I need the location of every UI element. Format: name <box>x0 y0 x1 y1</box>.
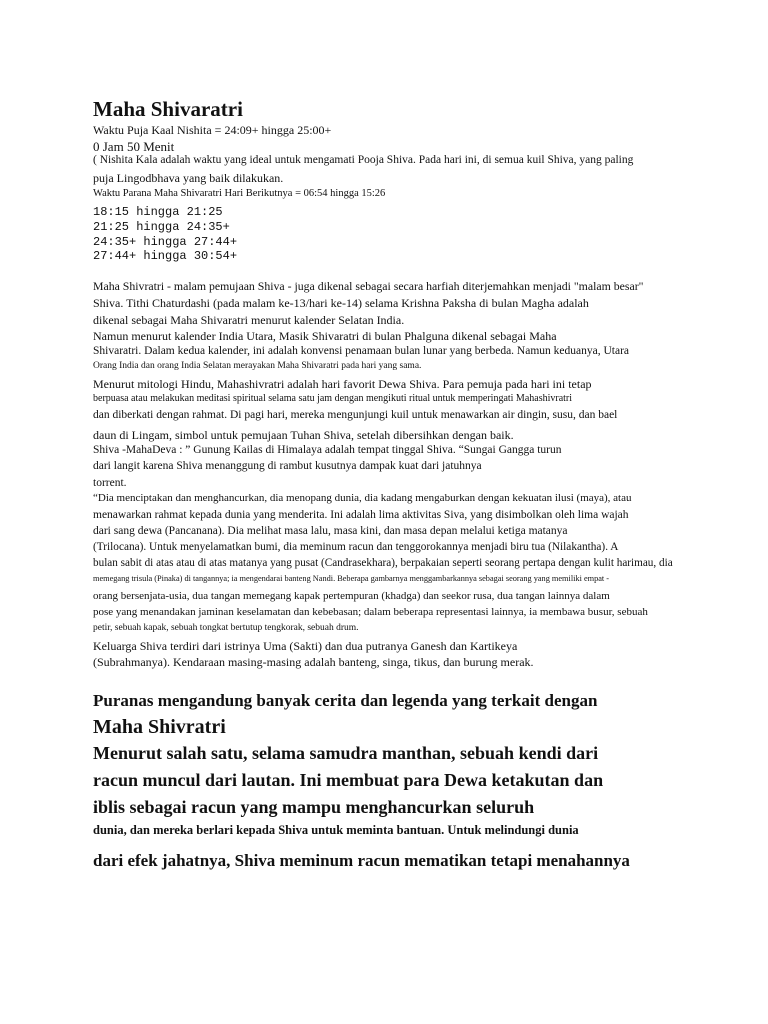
bold-line: dari efek jahatnya, Shiva meminum racun mematikan tetapi menahannya <box>93 851 630 870</box>
text-line: Waktu Puja Kaal Nishita = 24:09+ hingga 25:00+ <box>93 123 332 137</box>
text-line: pose yang menandakan jaminan keselamatan dan kebebasan; dalam beberapa representasi lainnya, ia membawa busur, sebuah <box>93 606 648 618</box>
time-slot-1: 18:15 hingga 21:25 <box>93 205 223 219</box>
text-line: dari sang dewa (Pancanana). Dia melihat masa lalu, masa kini, dan masa depan melalui ketiga matanya <box>93 525 568 537</box>
text-line: berpuasa atau melakukan meditasi spiritual selama satu jam dengan mengikuti ritual untuk memperingati Mahashivratri <box>93 393 573 404</box>
text-line: menawarkan rahmat kepada dunia yang menderita. Ini adalah lima aktivitas Siva, yang disimbolkan oleh lima wajah <box>93 509 629 521</box>
text-line: Keluarga Shiva terdiri dari istrinya Uma (Sakti) dan dua putranya Ganesh dan Kartikeya <box>93 639 518 653</box>
section-heading: Puranas mengandung banyak cerita dan legenda yang terkait dengan <box>93 691 598 710</box>
text-line: Shiva -MahaDeva : ” Gunung Kailas di Himalaya adalah tempat tinggal Shiva. “Sungai Gangga turun <box>93 444 562 456</box>
text-line: memegang trisula (Pinaka) di tangannya; ia mengendarai banteng Nandi. Beberapa gambarnya menggambarkannya sebagai seorang yang memiliki empat - <box>93 574 610 583</box>
text-line: Shiva. Tithi Chaturdashi (pada malam ke-13/hari ke-14) selama Krishna Paksha di bulan Magha adalah <box>93 296 589 310</box>
text-line: (Subrahmanya). Kendaraan masing-masing adalah banteng, singa, tikus, dan burung merak. <box>93 655 534 669</box>
time-slot-2: 21:25 hingga 24:35+ <box>93 220 230 234</box>
text-line: Menurut mitologi Hindu, Mahashivratri adalah hari favorit Dewa Shiva. Para pemuja pada hari ini tetap <box>93 377 592 391</box>
text-line: Shivaratri. Dalam kedua kalender, ini adalah konvensi penamaan bulan lunar yang berbeda. Namun keduanya, Utara <box>93 345 630 357</box>
text-line: puja Lingodbhava yang baik dilakukan. <box>93 171 284 185</box>
bold-line: iblis sebagai racun yang mampu menghancurkan seluruh <box>93 797 535 817</box>
page-title: Maha Shivaratri <box>93 97 243 121</box>
text-line: dikenal sebagai Maha Shivaratri menurut kalender Selatan India. <box>93 313 405 327</box>
bold-line: Menurut salah satu, selama samudra manthan, sebuah kendi dari <box>93 743 599 763</box>
text-line: daun di Lingam, simbol untuk pemujaan Tuhan Shiva, setelah dibersihkan dengan baik. <box>93 428 514 442</box>
text-line: dari langit karena Shiva menanggung di rambut kusutnya dampak kuat dari jatuhnya <box>93 460 482 472</box>
time-slot-3: 24:35+ hingga 27:44+ <box>93 235 238 249</box>
text-line: petir, sebuah kapak, sebuah tongkat bertutup tengkorak, sebuah drum. <box>93 623 359 633</box>
text-line: “Dia menciptakan dan menghancurkan, dia menopang dunia, dia kadang mengaburkan dengan kekuatan ilusi (maya), atau <box>93 492 632 504</box>
section-heading: Maha Shivratri <box>93 716 226 738</box>
bold-line: racun muncul dari lautan. Ini membuat para Dewa ketakutan dan <box>93 770 604 790</box>
text-line: Maha Shivratri - malam pemujaan Shiva - juga dikenal sebagai secara harfiah diterjemahkan menjadi "malam besar" <box>93 279 644 293</box>
text-line: dan diberkati dengan rahmat. Di pagi hari, mereka mengunjungi kuil untuk menawarkan air dingin, susu, dan bael <box>93 409 618 421</box>
text-line: 0 Jam 50 Menit <box>93 139 175 154</box>
bold-line: dunia, dan mereka berlari kepada Shiva untuk meminta bantuan. Untuk melindungi dunia <box>93 823 579 837</box>
text-line: Namun menurut kalender India Utara, Masik Shivaratri di bulan Phalguna dikenal sebagai Maha <box>93 329 557 343</box>
text-line: ( Nishita Kala adalah waktu yang ideal untuk mengamati Pooja Shiva. Pada hari ini, di semua kuil Shiva, yang paling <box>93 154 634 166</box>
text-line: orang bersenjata-usia, dua tangan memegang kapak pertempuran (khadga) dan seekor rusa, dua tangan lainnya dalam <box>93 590 610 602</box>
time-slot-4: 27:44+ hingga 30:54+ <box>93 249 238 263</box>
text-line: torrent. <box>93 477 127 489</box>
text-line: bulan sabit di atas atau di atas matanya yang pusat (Candrasekhara), berpakaian seperti seorang pertapa dengan kulit harimau, dia <box>93 557 673 569</box>
text-line: (Trilocana). Untuk menyelamatkan bumi, dia meminum racun dan tenggorokannya menjadi biru tua (Nilakantha). A <box>93 541 619 553</box>
text-line: Waktu Parana Maha Shivaratri Hari Berikutnya = 06:54 hingga 15:26 <box>93 188 386 199</box>
text-line: Orang India dan orang India Selatan merayakan Maha Shivaratri pada hari yang sama. <box>93 361 422 371</box>
